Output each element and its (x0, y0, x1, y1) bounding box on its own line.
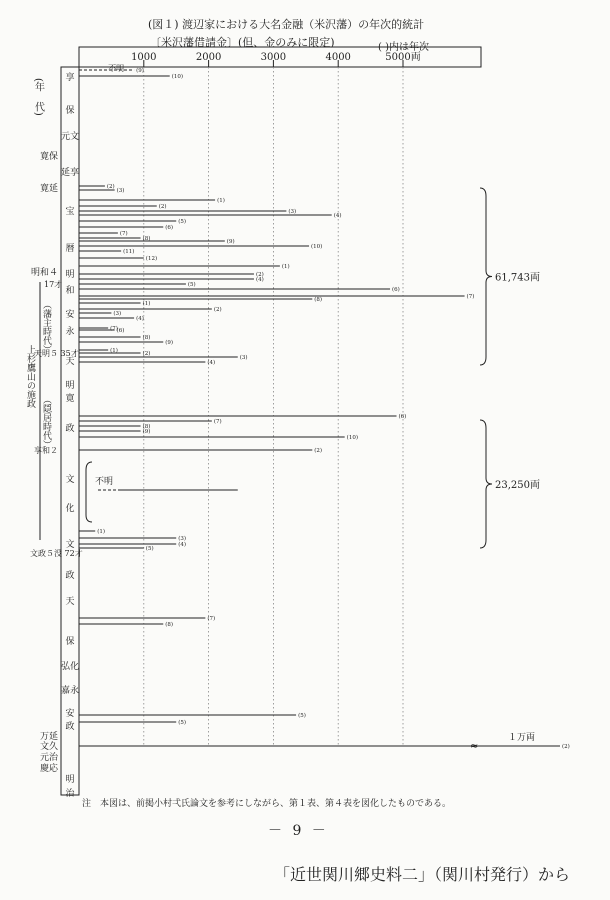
reign-mid: 天明５ 35才 (34, 349, 79, 358)
bar-year-label: (3) (178, 536, 186, 542)
bar-year-label: (4) (136, 316, 144, 322)
era-label: 安 (65, 709, 75, 719)
era-label: 明 (65, 381, 75, 391)
bar-year-label: (9) (142, 429, 151, 435)
x-tick-label: 3000 (260, 52, 287, 63)
bar-year-label: (6) (165, 225, 174, 231)
era-label: 天 (65, 357, 75, 367)
era-label: 元文 (60, 132, 80, 142)
bar-year-label: (8) (142, 424, 151, 430)
bar-year-label: (5) (178, 720, 186, 726)
bar-year-label: (6) (398, 414, 407, 420)
left-year-label: 万延 (39, 732, 58, 742)
bar-year-label: (10) (171, 74, 184, 80)
bar-year-label: (8) (142, 236, 151, 242)
bar-year-label: (2) (562, 744, 570, 750)
era-label: 化 (65, 504, 75, 514)
bar-year-label: (8) (314, 297, 323, 303)
left-year-label: 元治 (39, 753, 58, 763)
bar-year-label: (2) (213, 307, 222, 313)
page-number: － 9 － (268, 823, 329, 839)
total-label: 61,743両 (495, 272, 540, 284)
bar-year-label: (5) (298, 713, 306, 719)
bar-year-label: (4) (255, 277, 264, 283)
era-label: 治 (65, 789, 75, 799)
bar-year-label: (5) (145, 546, 154, 552)
bar-year-label: (7) (466, 294, 475, 300)
bar-year-label: (2) (314, 448, 323, 454)
bar-year-label: (10) (311, 244, 323, 250)
left-year-label: 文久 (39, 742, 58, 752)
chart-title: (図１) 渡辺家における大名金融（米沢藩）の年次的統計 (148, 18, 425, 31)
bar-year-label: (4) (178, 542, 186, 548)
era-header: (年 代) (32, 78, 44, 116)
bar-year-label: (4) (207, 360, 216, 366)
era-label: 安 (65, 310, 75, 320)
bar-year-label: (2) (255, 272, 264, 278)
era-label: 寛 (65, 394, 75, 404)
bar-year-label: (5) (178, 219, 186, 225)
bar-year-label: (5) (187, 282, 196, 288)
bar-note: 不明 (108, 64, 125, 73)
era-label: 政 (65, 571, 75, 581)
era-label: 和 (65, 286, 75, 296)
bar-year-label: (2) (158, 204, 167, 210)
left-year-label: 明和４ (30, 268, 58, 278)
left-year-label: 慶応 (39, 764, 58, 774)
bar-value-label: １万両 (508, 733, 536, 743)
reign-start: 17才 (44, 280, 63, 289)
era-label: 延享 (60, 168, 80, 178)
bar-year-label: (3) (239, 355, 248, 361)
bar-year-label: (1) (142, 301, 151, 307)
bar-year-label: (4) (333, 213, 342, 219)
year-note: ( )内は年次 (378, 42, 429, 53)
era-label: 宝 (65, 207, 75, 217)
bar-year-label: (6) (116, 328, 125, 334)
reign-person: 上杉鷹山の施政 (25, 345, 35, 408)
reign-vertical: （藩主時代） (41, 300, 51, 354)
chart-subtitle: 〔米沢藩借請金〕(但、金のみに限定) (150, 36, 335, 49)
era-label: 政 (65, 424, 75, 434)
era-label: 永 (65, 327, 75, 337)
era-label: 享 (65, 73, 75, 83)
left-year-label: 寛延 (39, 184, 58, 194)
bar-year-label: (6) (392, 287, 400, 293)
bar-year-label: (2) (106, 184, 115, 190)
note-bracket (86, 462, 92, 522)
reign-bottom: （隠居時代） (41, 395, 51, 449)
bar-year-label: (2) (142, 351, 151, 357)
total-bracket (480, 420, 492, 548)
bar-year-label: (12) (145, 256, 158, 262)
total-bracket (480, 188, 492, 365)
total-label: 23,250両 (495, 480, 540, 491)
reign-final: 文政５没 72才 (30, 549, 83, 558)
bar-year-label: (1) (110, 348, 118, 354)
bar-year-label: (7) (110, 326, 118, 332)
bar-year-label: (7) (119, 231, 128, 237)
reign-end: 享和２ (34, 446, 58, 455)
era-label: 暦 (65, 244, 75, 254)
bar-year-label: (11) (123, 249, 135, 255)
bar-year-label: (8) (165, 622, 174, 628)
era-label: 明 (65, 270, 75, 280)
bar-year-label: (9) (136, 68, 144, 74)
era-label: 明 (65, 775, 75, 785)
era-label: 天 (65, 597, 75, 607)
bar-year-label: (3) (116, 188, 125, 194)
x-tick-label: 1000 (131, 52, 157, 63)
era-label: 保 (65, 106, 75, 116)
footnote: 注 本図は、前掲小村弌氏論文を参考にしながら、第１表、第４表を図化したものである。 (82, 799, 452, 809)
bar-year-label: (7) (207, 616, 216, 622)
era-label: 文 (65, 540, 75, 550)
bar-year-label: (3) (288, 209, 297, 215)
bar-year-label: (10) (346, 435, 358, 441)
bar-year-label: (8) (142, 335, 151, 341)
axis-break: ≈ (470, 741, 479, 752)
bar-year-label: (9) (226, 239, 235, 245)
era-label: 弘化 (60, 662, 80, 672)
x-tick-label: 2000 (195, 52, 222, 63)
x-tick-label: 5000両 (385, 52, 421, 63)
bar-year-label: (1) (217, 198, 225, 204)
era-label: 文 (65, 475, 75, 485)
source-caption: 「近世関川郷史料二」（関川村発行）から (274, 865, 571, 884)
bar-year-label: (7) (213, 419, 222, 425)
bar-note: 不明 (95, 477, 114, 487)
bar-year-label: (1) (281, 264, 290, 270)
bar-year-label: (3) (113, 311, 122, 317)
era-label: 政 (65, 722, 75, 732)
x-tick-label: 4000 (325, 52, 351, 63)
left-year-label: 寛保 (39, 152, 58, 162)
bar-year-label: (1) (97, 529, 105, 535)
bar-year-label: (9) (165, 340, 174, 346)
era-label: 嘉永 (60, 686, 80, 696)
era-label: 保 (65, 637, 75, 647)
